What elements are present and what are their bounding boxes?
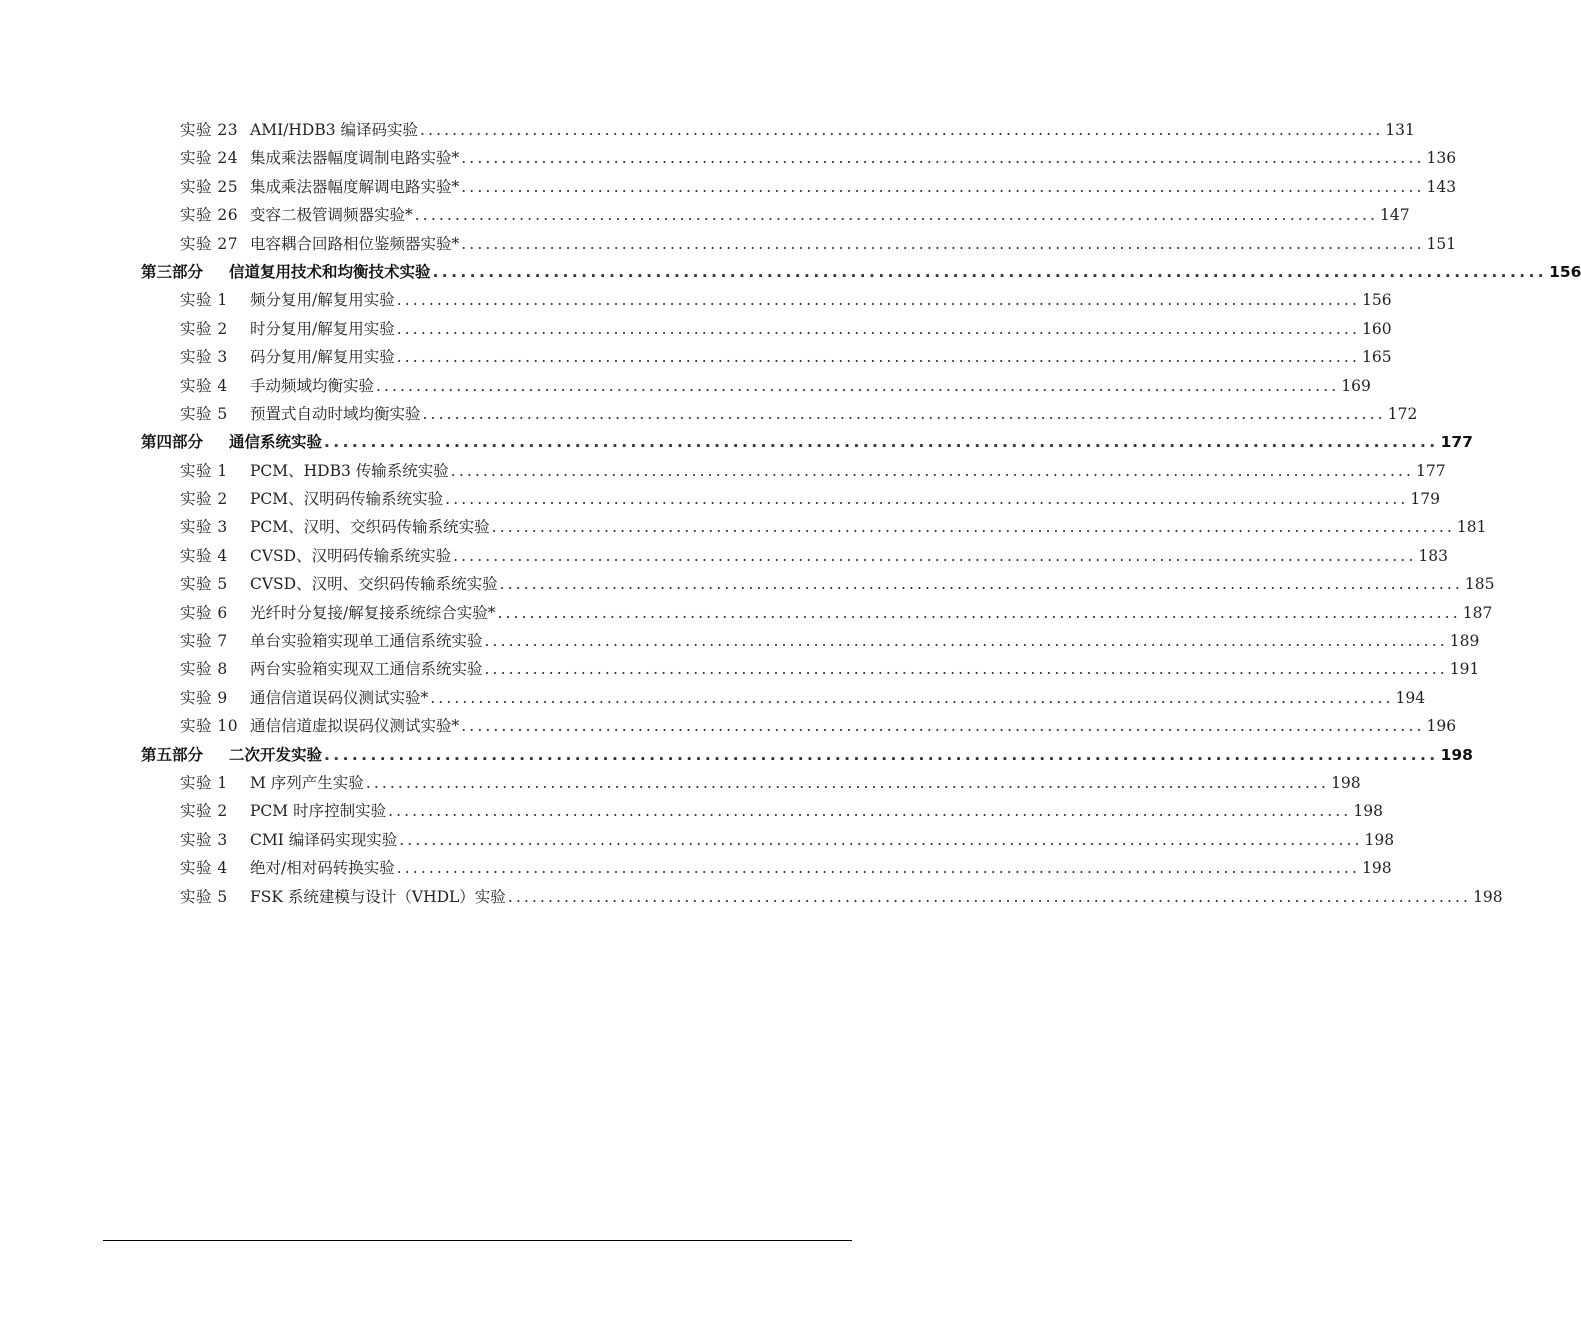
toc-part-heading[interactable] [141, 428, 1473, 456]
dot-leader: ........................................................................................................................ [497, 603, 1461, 622]
toc-entry[interactable] [180, 201, 1410, 229]
toc-entry[interactable] [180, 286, 1392, 314]
toc-title: 两台实验箱实现双工通信系统实验 [250, 660, 483, 679]
toc-number: 实验 27 [180, 234, 239, 253]
toc-title: 单台实验箱实现单工通信系统实验 [250, 632, 483, 651]
toc-title: 通信系统实验 [229, 433, 323, 452]
toc-number: 实验 1 [180, 291, 228, 310]
toc-number: 实验 2 [180, 319, 228, 338]
toc-entry[interactable] [180, 513, 1487, 541]
dot-leader: ........................................................................................................................ [432, 262, 1548, 281]
toc-number: 实验 25 [180, 177, 239, 196]
dot-leader: ........................................................................................................................ [450, 461, 1415, 480]
toc-page-number: 147 [1380, 206, 1410, 225]
toc-entry[interactable] [180, 230, 1457, 258]
toc-entry[interactable] [180, 883, 1503, 911]
toc-number: 实验 4 [180, 859, 228, 878]
dot-leader: ........................................................................................................................ [414, 206, 1379, 225]
toc-entry[interactable] [180, 570, 1495, 598]
dot-leader: ........................................................................................................................ [396, 319, 1360, 338]
toc-number: 实验 8 [180, 660, 228, 679]
toc-entry[interactable] [180, 854, 1392, 882]
toc-title: 码分复用/解复用实验 [250, 348, 395, 367]
dot-leader: ........................................................................................................................ [399, 830, 1363, 849]
dot-leader: ........................................................................................................................ [461, 234, 1425, 253]
toc-entry[interactable] [180, 173, 1457, 201]
toc-title: 绝对/相对码转换实验 [250, 859, 395, 878]
toc-page-number: 198 [1473, 887, 1503, 906]
toc-entry[interactable] [180, 627, 1480, 655]
toc-page-number: 165 [1361, 348, 1392, 367]
dot-leader: ........................................................................................................................ [388, 802, 1352, 821]
toc-page-number: 172 [1387, 404, 1418, 423]
toc-title: 集成乘法器幅度解调电路实验* [250, 177, 460, 196]
toc-number: 实验 5 [180, 575, 228, 594]
toc-title: 集成乘法器幅度调制电路实验* [250, 149, 460, 168]
toc-number: 实验 4 [180, 376, 228, 395]
dot-leader: ........................................................................................................................ [484, 660, 1448, 679]
toc-number: 实验 23 [180, 121, 239, 139]
toc-entry[interactable] [180, 542, 1448, 570]
toc-title: AMI/HDB3 编译码实验 [250, 121, 419, 139]
dot-leader: ........................................................................................................................ [484, 632, 1448, 651]
toc-number: 实验 3 [180, 830, 228, 849]
table-of-contents [0, 116, 1581, 911]
toc-entry[interactable] [180, 343, 1392, 371]
toc-entry[interactable] [180, 655, 1480, 683]
toc-entry[interactable] [180, 457, 1446, 485]
dot-leader: ........................................................................................................................ [453, 546, 1417, 565]
toc-entry[interactable] [180, 400, 1418, 428]
toc-page-number: 198 [1361, 859, 1392, 878]
toc-page-number: 131 [1385, 121, 1415, 139]
toc-page-number: 198 [1364, 830, 1395, 849]
toc-page-number: 194 [1395, 688, 1426, 707]
toc-number: 实验 1 [180, 773, 228, 792]
toc-number: 实验 5 [180, 887, 228, 906]
toc-page-number: 198 [1353, 802, 1383, 821]
dot-leader: ........................................................................................................................ [507, 887, 1472, 906]
toc-page-number: 169 [1341, 376, 1371, 395]
toc-page-number: 191 [1449, 660, 1480, 679]
footer-rule [103, 1240, 852, 1241]
toc-title: 通信信道虚拟误码仪测试实验* [250, 717, 460, 736]
dot-leader: ........................................................................................................................ [396, 291, 1360, 310]
toc-title: 二次开发实验 [229, 745, 323, 764]
toc-page-number: 151 [1426, 234, 1457, 253]
toc-title: 手动频域均衡实验 [250, 376, 375, 395]
toc-number: 实验 10 [180, 717, 239, 736]
toc-page-number: 136 [1426, 149, 1457, 168]
dot-leader: ........................................................................................................................ [324, 433, 1439, 452]
toc-title: 通信信道误码仪测试实验* [250, 688, 429, 707]
dot-leader: ........................................................................................................................ [461, 149, 1425, 168]
dot-leader: ........................................................................................................................ [396, 348, 1360, 367]
toc-number: 实验 6 [180, 603, 228, 622]
toc-number: 实验 3 [180, 348, 228, 367]
dot-leader: ........................................................................................................................ [376, 376, 1340, 395]
dot-leader: ........................................................................................................................ [491, 518, 1455, 537]
toc-title: M 序列产生实验 [250, 773, 364, 792]
toc-number: 第五部分 [141, 745, 204, 764]
toc-page-number: 196 [1426, 717, 1457, 736]
toc-page-number: 179 [1410, 490, 1441, 509]
toc-entry[interactable] [180, 826, 1395, 854]
toc-page-number: 177 [1416, 461, 1446, 480]
toc-title: 信道复用技术和均衡技术实验 [229, 262, 431, 281]
dot-leader: ........................................................................................................................ [461, 717, 1425, 736]
dot-leader: ........................................................................................................................ [461, 177, 1425, 196]
toc-entry[interactable] [180, 599, 1493, 627]
toc-title: PCM、汉明码传输系统实验 [250, 490, 444, 509]
toc-number: 实验 9 [180, 688, 228, 707]
toc-title: 时分复用/解复用实验 [250, 319, 395, 338]
toc-title: 电容耦合回路相位鉴频器实验* [250, 234, 460, 253]
toc-entry[interactable] [180, 797, 1383, 825]
toc-number: 实验 7 [180, 632, 228, 651]
dot-leader: ........................................................................................................................ [324, 745, 1439, 764]
toc-title: CMI 编译码实现实验 [250, 830, 398, 849]
toc-number: 实验 26 [180, 206, 239, 225]
toc-page-number: 177 [1440, 433, 1473, 452]
dot-leader: ........................................................................................................................ [420, 121, 1384, 139]
toc-page-number: 160 [1361, 319, 1392, 338]
toc-entry[interactable] [180, 116, 1415, 144]
toc-title: 光纤时分复接/解复接系统综合实验* [250, 603, 496, 622]
toc-number: 实验 1 [180, 461, 228, 480]
toc-number: 实验 2 [180, 490, 228, 509]
toc-page-number: 185 [1464, 575, 1495, 594]
toc-number: 实验 3 [180, 518, 228, 537]
toc-title: 频分复用/解复用实验 [250, 291, 395, 310]
toc-number: 实验 2 [180, 802, 228, 821]
toc-title: PCM、HDB3 传输系统实验 [250, 461, 449, 480]
toc-entry[interactable] [180, 144, 1457, 172]
toc-page-number: 189 [1449, 632, 1480, 651]
toc-number: 实验 24 [180, 149, 239, 168]
toc-entry[interactable] [180, 684, 1426, 712]
dot-leader: ........................................................................................................................ [422, 404, 1386, 423]
toc-page-number: 187 [1462, 603, 1493, 622]
toc-number: 第四部分 [141, 433, 204, 452]
toc-entry[interactable] [180, 315, 1392, 343]
toc-part-heading[interactable] [141, 258, 1581, 286]
toc-entry[interactable] [180, 485, 1441, 513]
toc-page-number: 156 [1361, 291, 1392, 310]
toc-part-heading[interactable] [141, 741, 1473, 769]
dot-leader: ........................................................................................................................ [499, 575, 1463, 594]
toc-number: 实验 4 [180, 546, 228, 565]
toc-page-number: 198 [1331, 773, 1361, 792]
toc-page-number: 198 [1440, 745, 1473, 764]
toc-page-number: 181 [1456, 518, 1487, 537]
dot-leader: ........................................................................................................................ [430, 688, 1394, 707]
toc-title: FSK 系统建模与设计（VHDL）实验 [250, 887, 506, 906]
toc-title: PCM、汉明、交织码传输系统实验 [250, 518, 490, 537]
toc-entry[interactable] [180, 712, 1457, 740]
dot-leader: ........................................................................................................................ [396, 859, 1360, 878]
toc-page-number: 183 [1418, 546, 1448, 565]
toc-page-number: 156 [1549, 262, 1581, 281]
toc-entry[interactable] [180, 769, 1361, 797]
toc-title: PCM 时序控制实验 [250, 802, 387, 821]
dot-leader: ........................................................................................................................ [365, 773, 1330, 792]
toc-title: 预置式自动时域均衡实验 [250, 404, 421, 423]
toc-title: CVSD、汉明码传输系统实验 [250, 546, 452, 565]
toc-number: 实验 5 [180, 404, 228, 423]
toc-entry[interactable] [180, 372, 1371, 400]
toc-title: 变容二极管调频器实验* [250, 206, 413, 225]
dot-leader: ........................................................................................................................ [445, 490, 1409, 509]
toc-title: CVSD、汉明、交织码传输系统实验 [250, 575, 498, 594]
toc-number: 第三部分 [141, 262, 204, 281]
toc-page-number: 143 [1426, 177, 1457, 196]
